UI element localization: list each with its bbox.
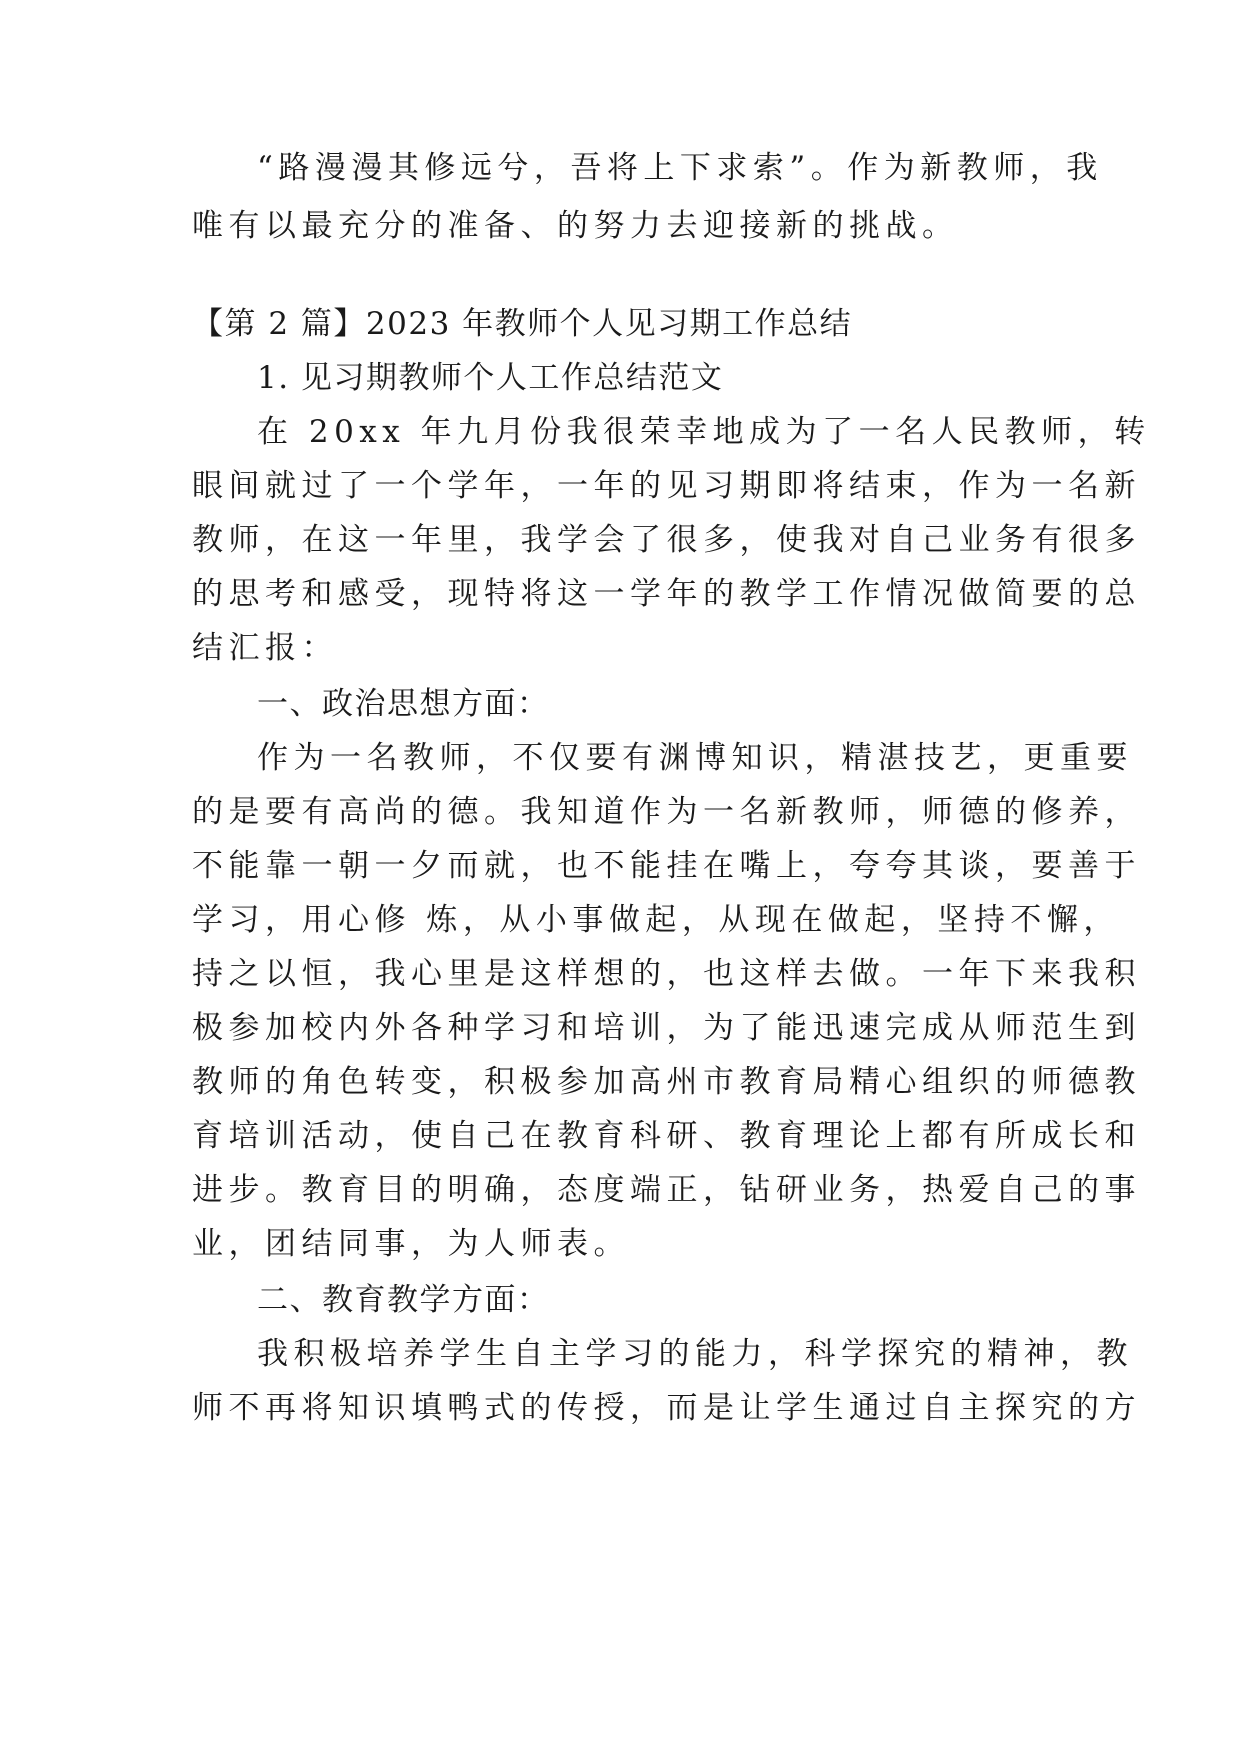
paragraph-line: 不能靠一朝一夕而就，也不能挂在嘴上，夸夸其谈，要善于 (192, 848, 1141, 884)
paragraph-line: 结汇报： (192, 630, 338, 666)
paragraph-line: 育培训活动，使自己在教育科研、教育理论上都有所成长和 (192, 1118, 1141, 1154)
paragraph-line: 业，团结同事，为人师表。 (192, 1226, 630, 1262)
paragraph-line: 极参加校内外各种学习和培训，为了能迅速完成从师范生到 (192, 1010, 1141, 1046)
paragraph-line: 进步。教育目的明确，态度端正，钻研业务，热爱自己的事 (192, 1172, 1141, 1208)
paragraph-line: 在 20xx 年九月份我很荣幸地成为了一名人民教师，转 (257, 414, 1151, 450)
subsection-heading: 一、政治思想方面： (257, 686, 550, 722)
paragraph-line: 作为一名教师，不仅要有渊博知识，精湛技艺，更重要 (257, 740, 1133, 776)
paragraph-line: 我积极培养学生自主学习的能力，科学探究的精神，教 (257, 1336, 1133, 1372)
subsection-heading: 二、教育教学方面： (257, 1282, 550, 1318)
paragraph-line: 师不再将知识填鸭式的传授，而是让学生通过自主探究的方 (192, 1390, 1141, 1426)
paragraph-line: 唯有以最充分的准备、的努力去迎接新的挑战。 (192, 208, 959, 244)
paragraph-line: 的思考和感受，现特将这一学年的教学工作情况做简要的总 (192, 576, 1141, 612)
subsection-heading: 1. 见习期教师个人工作总结范文 (257, 360, 724, 396)
section-heading: 【第 2 篇】2023 年教师个人见习期工作总结 (192, 306, 853, 342)
paragraph-line: 学习，用心修 炼，从小事做起，从现在做起，坚持不懈， (192, 902, 1120, 938)
paragraph-line: 教师的角色转变，积极参加高州市教育局精心组织的师德教 (192, 1064, 1141, 1100)
paragraph-line: 的是要有高尚的德。我知道作为一名新教师，师德的修养， (192, 794, 1141, 830)
paragraph-line: 持之以恒，我心里是这样想的，也这样去做。一年下来我积 (192, 956, 1141, 992)
paragraph-line: 眼间就过了一个学年，一年的见习期即将结束，作为一名新 (192, 468, 1141, 504)
paragraph-line: “路漫漫其修远兮，吾将上下求索”。作为新教师，我 (257, 150, 1103, 186)
paragraph-line: 教师，在这一年里，我学会了很多，使我对自己业务有很多 (192, 522, 1141, 558)
